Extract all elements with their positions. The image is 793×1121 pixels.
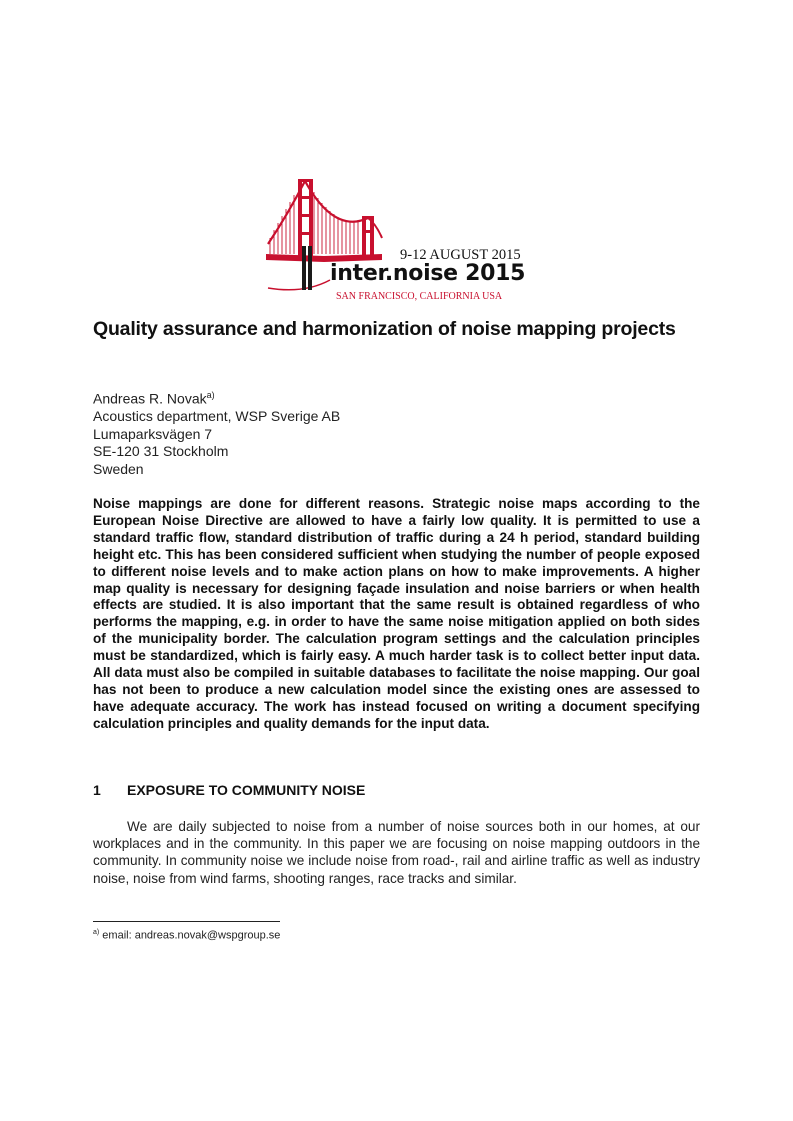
author-city: SE-120 31 Stockholm <box>93 443 229 460</box>
author-name: Andreas R. Novak <box>93 390 207 407</box>
footnote <box>93 929 280 942</box>
section-heading <box>93 782 365 798</box>
section-number: 1 <box>93 782 101 798</box>
author-department: Acoustics department, WSP Sverige AB <box>93 408 341 425</box>
author-street: Lumaparksvägen 7 <box>93 425 213 442</box>
logo-location: SAN FRANCISCO, CALIFORNIA USA <box>336 291 503 302</box>
paper-title: Quality assurance and harmonization of noise mapping projects <box>93 318 676 340</box>
section-paragraph: We are daily subjected to noise from a number of noise sources both in our homes, at our workplaces and in the community. In this paper we are focusing on noise mapping outdoors in the community. In community noise we include noise from road-, rail and airline traffic as well as industry noise, noise from wind farms, shooting ranges, race tracks and similar. <box>93 819 700 886</box>
author-block <box>93 387 340 478</box>
logo-date: 9-12 AUGUST 2015 <box>400 247 521 263</box>
abstract: Noise mappings are done for different reasons. Strategic noise maps according to the European Noise Directive are allowed to have a fairly low quality. It is permitted to use a standard traffic flow, standard distribution of traffic during a 24 h period, standard building height etc. This has been considered sufficient when studying the number of people exposed to different noise levels and to make action plans on how to make improvements. A higher map quality is necessary for designing façade insulation and noise barriers or when health effects are studied. It is also important that the same result is obtained regardless of who performs the mapping, e.g. in order to have the same noise mitigation applied on both sides of the municipality border. The calculation program settings and the calculation principles must be standardized, which is fairly easy. A much harder task is to collect better input data. All data must also be compiled in suitable databases to facilitate the noise mapping. Our goal has not been to produce a new calculation model since the existing ones are assessed to have adequate accuracy. The work has instead focused on writing a document specifying calculation principles and quality demands for the input data. <box>93 496 700 731</box>
author-country: Sweden <box>93 460 144 477</box>
conference-logo <box>264 176 536 304</box>
footnote-mark: a) <box>93 929 100 936</box>
section-title: EXPOSURE TO COMMUNITY NOISE <box>127 782 366 798</box>
footnote-divider <box>93 921 280 922</box>
author-affiliation-mark: a) <box>206 390 215 400</box>
footnote-email[interactable]: email: andreas.novak@wspgroup.se <box>102 929 281 942</box>
logo-brand: inter.noise 2015 <box>330 261 526 286</box>
author-name-line <box>93 387 340 408</box>
